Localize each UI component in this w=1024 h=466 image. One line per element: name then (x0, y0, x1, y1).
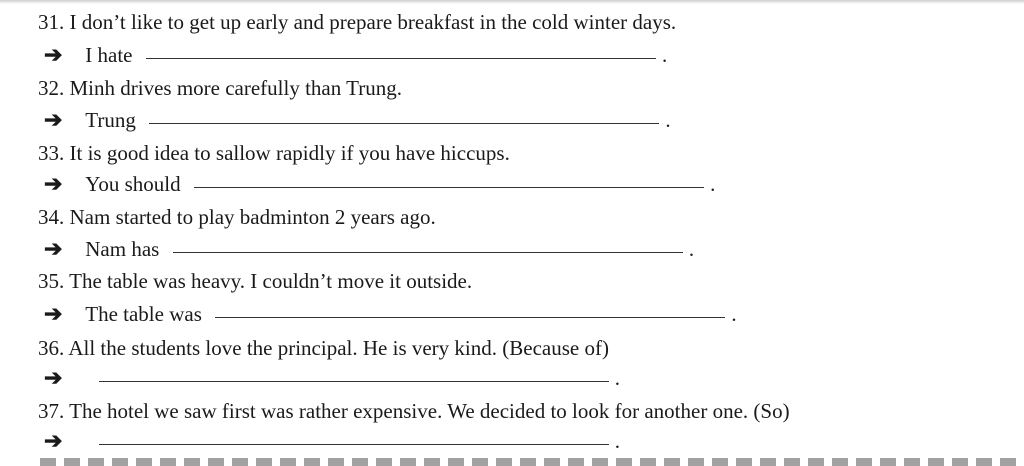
cropped-next-line (40, 458, 1024, 466)
arrow-right-icon: ➔ (44, 428, 63, 453)
question-text: The hotel we saw first was rather expensive. We decided to look for another one. (So) (69, 399, 790, 423)
exercise-32-question (38, 74, 402, 102)
exercise-32-answer (44, 106, 671, 134)
answer-end: . (688, 237, 695, 261)
exercise-33-question (38, 139, 510, 167)
exercise-35-answer (44, 300, 737, 328)
arrow-right-icon: ➔ (44, 107, 63, 132)
exercise-37-answer (44, 427, 620, 455)
exercise-31-answer (44, 41, 667, 69)
exercise-number: 31. (38, 10, 65, 34)
answer-blank[interactable] (99, 443, 609, 445)
answer-end: . (614, 429, 620, 453)
answer-blank[interactable] (146, 57, 656, 59)
exercise-34-question (38, 203, 436, 231)
question-text: The table was heavy. I couldn’t move it outside. (69, 269, 473, 293)
answer-blank[interactable] (149, 122, 659, 124)
exercise-35-question (38, 267, 472, 295)
answer-end: . (665, 108, 671, 132)
exercise-31-question (38, 8, 676, 36)
answer-blank[interactable] (215, 316, 725, 318)
arrow-right-icon: ➔ (44, 236, 63, 261)
question-text: Minh drives more carefully than Trung. (69, 76, 402, 100)
exercise-number: 32. (38, 76, 65, 100)
question-text: All the students love the principal. He is very kind. (Because of) (68, 336, 609, 360)
exercise-36-question (38, 334, 609, 362)
answer-end: . (661, 43, 668, 67)
answer-lead: You should (85, 172, 181, 196)
exercise-number: 36. (38, 336, 65, 360)
arrow-right-icon: ➔ (44, 42, 63, 67)
exercise-36-answer (44, 364, 620, 392)
exercise-34-answer (44, 235, 694, 263)
answer-lead: The table was (85, 302, 202, 326)
exercise-number: 34. (38, 205, 65, 229)
answer-blank[interactable] (194, 186, 704, 188)
answer-end: . (614, 366, 620, 390)
answer-blank[interactable] (99, 380, 609, 382)
answer-lead: I hate (85, 43, 133, 67)
cropped-previous-line (0, 0, 1024, 4)
question-text: It is good idea to sallow rapidly if you have hiccups. (69, 141, 510, 165)
answer-end: . (731, 302, 737, 326)
question-text: I don’t like to get up early and prepare breakfast in the cold winter days. (69, 10, 677, 34)
exercise-number: 37. (38, 399, 65, 423)
answer-end: . (710, 172, 716, 196)
exercise-33-answer (44, 170, 715, 198)
answer-lead: Trung (85, 108, 136, 132)
answer-blank[interactable] (173, 251, 683, 253)
arrow-right-icon: ➔ (44, 365, 63, 390)
exercise-number: 35. (38, 269, 65, 293)
arrow-right-icon: ➔ (44, 171, 63, 196)
answer-lead: Nam has (85, 237, 160, 261)
exercise-number: 33. (38, 141, 65, 165)
question-text: Nam started to play badminton 2 years ago. (69, 205, 436, 229)
arrow-right-icon: ➔ (44, 301, 63, 326)
exercise-37-question (38, 397, 790, 425)
